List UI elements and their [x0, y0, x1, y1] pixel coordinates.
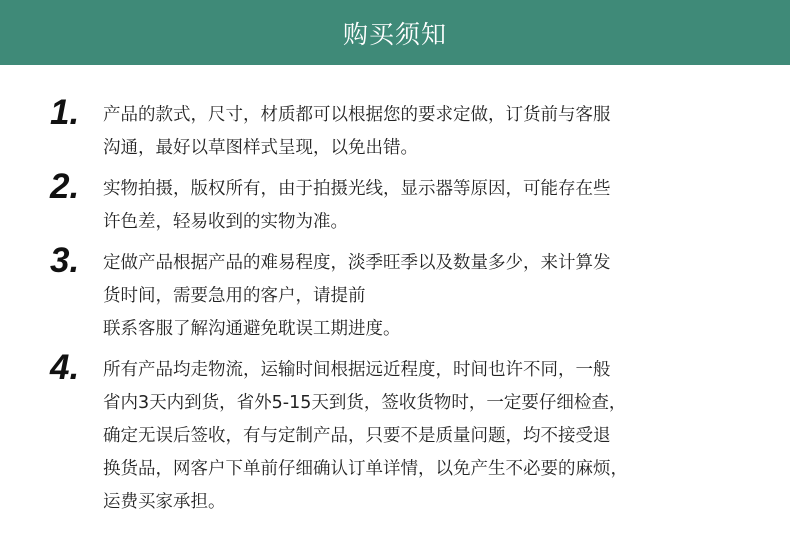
item-text	[103, 247, 743, 346]
item-text	[103, 354, 743, 519]
item-text-line: 所有产品均走物流，运输时间根据远近程度，时间也许不同，一般	[103, 360, 611, 380]
item-text-line: 许色差，轻易收到的实物为准。	[103, 212, 348, 232]
page-title: 购买须知	[342, 19, 447, 49]
item-text-line: 联系客服了解沟通避免耽误工期进度。	[103, 319, 401, 339]
item-text-line: 省内3天内到货，省外5-15天到货，签收货物时，一定要仔细检查，	[103, 393, 627, 413]
item-number: 4.	[50, 348, 80, 387]
item-text	[103, 173, 743, 239]
item-text-line: 产品的款式，尺寸，材质都可以根据您的要求定做，订货前与客服	[103, 105, 611, 125]
item-text-line: 运费买家承担。	[103, 492, 226, 512]
item-number: 1.	[50, 93, 80, 132]
item-number: 2.	[50, 167, 80, 206]
item-text-line: 沟通，最好以草图样式呈现，以免出错。	[103, 138, 418, 158]
item-text-line: 实物拍摄，版权所有，由于拍摄光线，显示器等原因，可能存在些	[103, 179, 611, 199]
item-number: 3.	[50, 241, 80, 280]
item-text-line: 换货品，网客户下单前仔细确认订单详情，以免产生不必要的麻烦，	[103, 459, 628, 479]
item-text-line: 货时间，需要急用的客户，请提前	[103, 286, 366, 306]
item-text-line: 定做产品根据产品的难易程度，淡季旺季以及数量多少，来计算发	[103, 253, 611, 273]
item-text	[103, 99, 743, 165]
item-text-line: 确定无误后签收，有与定制产品，只要不是质量问题，均不接受退	[103, 426, 611, 446]
header-banner	[0, 0, 790, 65]
